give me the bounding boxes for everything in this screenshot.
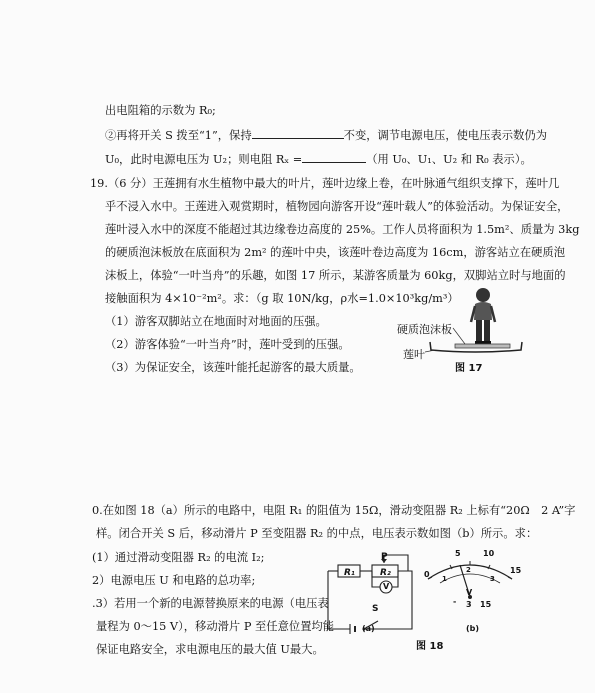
label-lotus-leaf: 莲叶 [403,348,425,361]
label-r1: R₁ [344,568,355,578]
q19-line: 莲叶浸入水中的深度不能超过其边缘卷边高度的 25%。工作人员将面积为 1.5m²、质量为 3kg [105,223,580,236]
meter-tick-1: 1 [442,575,447,583]
q18-line2 [105,127,547,143]
q19-item: （1）游客双脚站立在地面时对地面的压强。 [105,315,327,328]
meter-tick-0: 0 [424,570,430,579]
foam-board [455,344,510,348]
q19-line: 接触面积为 4×10⁻²m²。求：（g 取 10N/kg，ρ水=1.0×10³kg/m³） [105,292,459,305]
label-foam-board: 硬质泡沫板 [397,323,452,336]
q18-line1: 出电阻箱的示数为 R₀; [105,104,216,117]
pointer-line [453,328,465,344]
meter-tick-3: 3 [490,575,495,583]
q19-item: （3）为保证安全，该莲叶能托起游客的最大质量。 [105,361,361,374]
meter-tick-5: 5 [455,549,461,558]
meter-unit-v: V [466,588,473,597]
answer-blank [302,151,366,163]
q19-line: 19.（6 分）王莲拥有水生植物中最大的叶片，莲叶边缘上卷，在叶脉通气组织支撑下，莲叶几 [90,177,560,190]
label-b: (b) [466,624,480,633]
meter-terminal-minus: - [453,597,457,606]
meter-terminal-15: 15 [480,600,492,609]
q20-item: .3）若用一个新的电源替换原来的电源（电压表 [92,597,329,610]
meter-tick-2: 2 [466,566,471,574]
figure-18-caption: 图 18 [416,641,444,652]
q19-line: 乎不浸入水中。王莲进入观赏期时，植物园向游客开设“莲叶载人”的体验活动。为保证安全， [105,200,569,213]
q18-line3-b: （用 U₀、U₁、U₂ 和 R₀ 表示）。 [366,153,532,166]
meter-tick-15: 15 [510,566,522,575]
label-r2: R₂ [380,568,391,578]
label-a: (a) [362,624,375,633]
answer-blank [252,127,344,139]
q19-line: 沫板上，体验“一叶当舟”的乐趣，如图 17 所示，某游客质量为 60kg，双脚站立时与地面的 [105,269,566,282]
label-v: V [383,582,390,591]
label-p: P [381,552,388,562]
q20-line: 0.在如图 18（a）所示的电路中，电阻 R₁ 的阻值为 15Ω，滑动变阻器 R₂ 上标有“20Ω 2 A”字 [92,504,576,517]
q18-line2-b: 不变，调节电源电压，使电压表示数仍为 [343,129,547,142]
meter-tick-10: 10 [483,549,495,558]
q19-item: （2）游客体验“一叶当舟”时，莲叶受到的压强。 [105,338,350,351]
figure-17-caption: 图 17 [455,363,483,374]
q20-item: 2）电源电压 U 和电路的总功率; [92,574,256,587]
label-s: S [372,604,379,614]
q20-line: 样。闭合开关 S 后，移动滑片 P 至变阻器 R₂ 的中点，电压表示数如图（b）所示。求： [96,527,538,540]
person-illustration [471,288,495,344]
pointer-line [425,350,435,352]
q20-item: 保证电路安全，求电源电压的最大值 U最大。 [96,643,324,656]
q20-item: (1）通过滑动变阻器 R₂ 的电流 I₂; [92,551,265,564]
q18-line3-a: U₀，此时电源电压为 U₂；则电阻 Rₓ = [105,153,303,166]
q18-line2-a: ②再将开关 S 拨至“1”，保持 [105,129,252,142]
q18-line3 [105,151,532,167]
meter-terminal-3: 3 [466,600,472,609]
q20-item: 量程为 0～15 V），移动滑片 P 至任意位置均能 [96,620,335,633]
q19-line: 的硬质泡沫板放在底面积为 2m² 的莲叶中央，该莲叶卷边高度为 16cm，游客站立在硬质泡 [105,246,566,259]
